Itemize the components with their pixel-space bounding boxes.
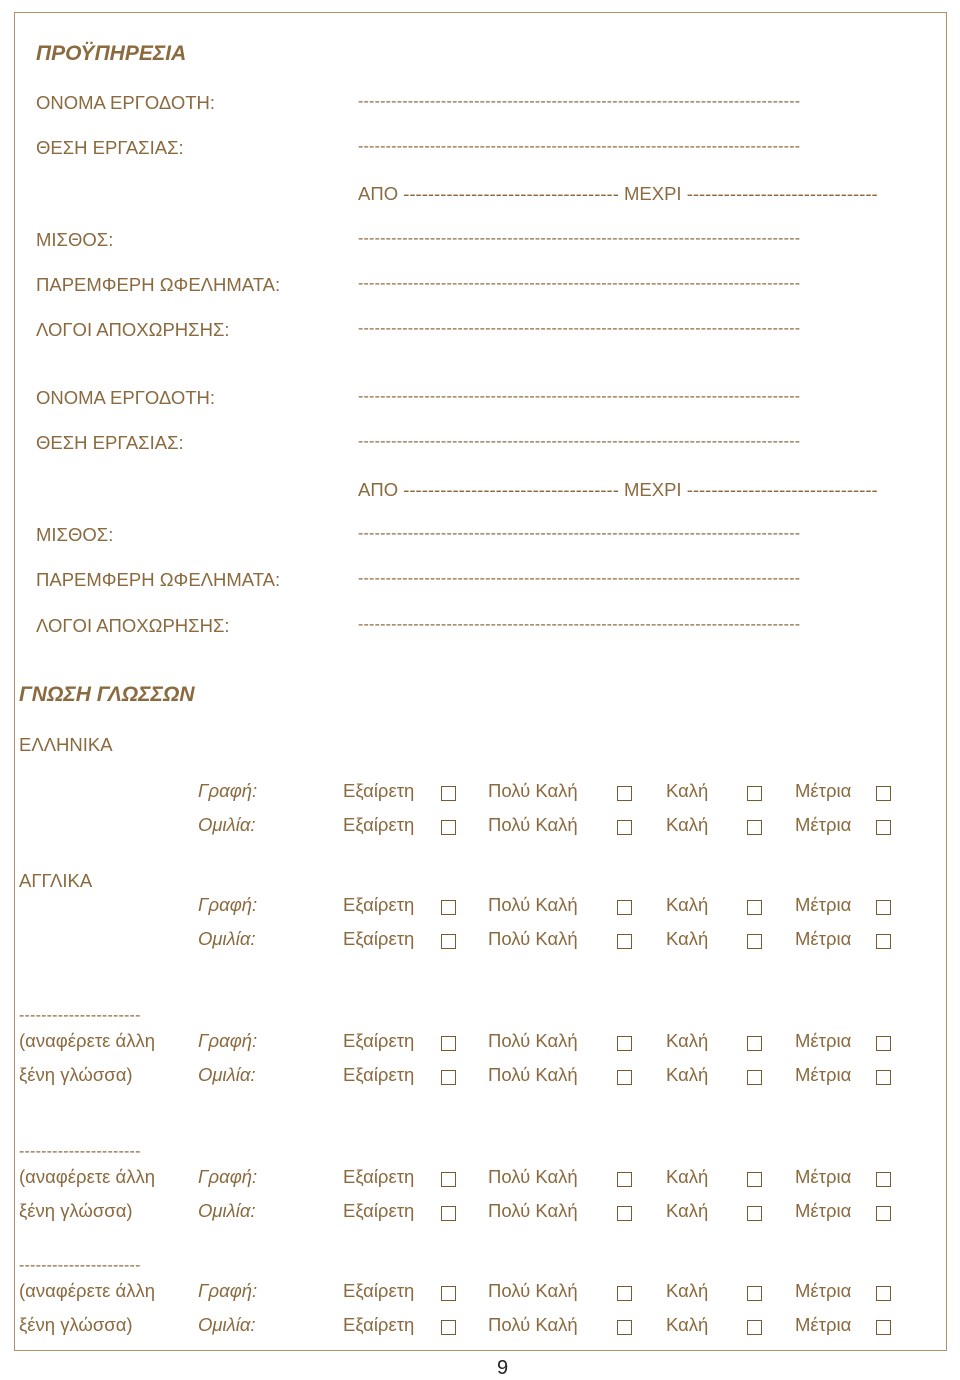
level-checkbox[interactable] — [617, 820, 632, 835]
level-label: Μέτρια — [795, 1314, 852, 1335]
level-label: Μέτρια — [795, 814, 852, 835]
level-label: Εξαίρετη — [343, 1030, 415, 1051]
salary-field[interactable]: -------------------------------------------------------------------------------- — [358, 525, 801, 542]
level-checkbox[interactable] — [876, 934, 891, 949]
benefits-label: ΠΑΡΕΜΦΕΡΗ ΩΦΕΛΗΜΑΤΑ: — [36, 569, 281, 590]
other-language-hint: ξένη γλώσσα) — [19, 1314, 133, 1335]
level-checkbox[interactable] — [747, 1206, 762, 1221]
level-label: Καλή — [666, 894, 709, 915]
writing-label: Γραφή: — [198, 1166, 258, 1187]
other-language-hint: (αναφέρετε άλλη — [19, 1280, 155, 1301]
level-label: Πολύ Καλή — [488, 1280, 578, 1301]
level-label: Καλή — [666, 1166, 709, 1187]
salary-label: ΜΙΣΘΟΣ: — [36, 524, 114, 545]
other-language-hint: (αναφέρετε άλλη — [19, 1166, 155, 1187]
level-label: Πολύ Καλή — [488, 814, 578, 835]
level-checkbox[interactable] — [617, 1206, 632, 1221]
level-checkbox[interactable] — [876, 1286, 891, 1301]
level-checkbox[interactable] — [617, 1036, 632, 1051]
level-label: Πολύ Καλή — [488, 928, 578, 949]
level-checkbox[interactable] — [617, 1286, 632, 1301]
level-checkbox[interactable] — [876, 1320, 891, 1335]
level-label: Εξαίρετη — [343, 1064, 415, 1085]
level-label: Μέτρια — [795, 1166, 852, 1187]
level-checkbox[interactable] — [441, 820, 456, 835]
level-label: Πολύ Καλή — [488, 1166, 578, 1187]
speaking-label: Ομιλία: — [198, 1314, 256, 1335]
level-checkbox[interactable] — [441, 1286, 456, 1301]
level-checkbox[interactable] — [747, 1070, 762, 1085]
speaking-label: Ομιλία: — [198, 928, 256, 949]
level-checkbox[interactable] — [617, 934, 632, 949]
page-number: 9 — [497, 1357, 509, 1379]
level-checkbox[interactable] — [617, 1070, 632, 1085]
level-checkbox[interactable] — [441, 1172, 456, 1187]
level-checkbox[interactable] — [747, 1320, 762, 1335]
level-checkbox[interactable] — [617, 900, 632, 915]
employer-field[interactable]: -------------------------------------------------------------------------------- — [358, 93, 801, 110]
other-language-blank[interactable]: ---------------------- — [19, 1257, 141, 1274]
level-checkbox[interactable] — [876, 786, 891, 801]
level-label: Εξαίρετη — [343, 894, 415, 915]
level-label: Μέτρια — [795, 894, 852, 915]
level-label: Εξαίρετη — [343, 814, 415, 835]
position-label: ΘΕΣΗ ΕΡΓΑΣΙΑΣ: — [36, 137, 184, 158]
level-checkbox[interactable] — [747, 1172, 762, 1187]
level-checkbox[interactable] — [876, 1036, 891, 1051]
from-to-field[interactable]: ΑΠΟ ----------------------------------- ΜΕΧΡΙ ------------------------------- — [358, 183, 878, 204]
level-label: Καλή — [666, 1314, 709, 1335]
page-border — [14, 12, 947, 1351]
level-checkbox[interactable] — [617, 1320, 632, 1335]
level-checkbox[interactable] — [441, 1320, 456, 1335]
level-checkbox[interactable] — [747, 786, 762, 801]
level-checkbox[interactable] — [747, 820, 762, 835]
level-label: Καλή — [666, 1064, 709, 1085]
salary-label: ΜΙΣΘΟΣ: — [36, 229, 114, 250]
level-checkbox[interactable] — [876, 820, 891, 835]
position-field[interactable]: -------------------------------------------------------------------------------- — [358, 433, 801, 450]
level-checkbox[interactable] — [876, 1070, 891, 1085]
level-label: Εξαίρετη — [343, 780, 415, 801]
employer-field[interactable]: -------------------------------------------------------------------------------- — [358, 388, 801, 405]
salary-field[interactable]: -------------------------------------------------------------------------------- — [358, 230, 801, 247]
language-name-greek: ΕΛΛΗΝΙΚΑ — [19, 734, 113, 755]
leave-reason-field[interactable]: -------------------------------------------------------------------------------- — [358, 320, 801, 337]
level-checkbox[interactable] — [441, 1036, 456, 1051]
level-label: Εξαίρετη — [343, 1314, 415, 1335]
level-checkbox[interactable] — [617, 786, 632, 801]
employer-label: ΟΝΟΜΑ ΕΡΓΟΔΟΤΗ: — [36, 387, 216, 408]
speaking-label: Ομιλία: — [198, 1064, 256, 1085]
level-checkbox[interactable] — [747, 1036, 762, 1051]
level-checkbox[interactable] — [441, 1206, 456, 1221]
level-checkbox[interactable] — [747, 934, 762, 949]
level-checkbox[interactable] — [441, 934, 456, 949]
level-label: Πολύ Καλή — [488, 1314, 578, 1335]
writing-label: Γραφή: — [198, 1280, 258, 1301]
benefits-field[interactable]: -------------------------------------------------------------------------------- — [358, 570, 801, 587]
level-label: Καλή — [666, 928, 709, 949]
level-label: Εξαίρετη — [343, 1166, 415, 1187]
level-label: Πολύ Καλή — [488, 780, 578, 801]
speaking-label: Ομιλία: — [198, 1200, 256, 1221]
level-label: Πολύ Καλή — [488, 894, 578, 915]
level-label: Εξαίρετη — [343, 1280, 415, 1301]
from-to-field[interactable]: ΑΠΟ ----------------------------------- ΜΕΧΡΙ ------------------------------- — [358, 479, 878, 500]
leave-reason-field[interactable]: -------------------------------------------------------------------------------- — [358, 616, 801, 633]
position-label: ΘΕΣΗ ΕΡΓΑΣΙΑΣ: — [36, 432, 184, 453]
other-language-hint: ξένη γλώσσα) — [19, 1064, 133, 1085]
employer-label: ΟΝΟΜΑ ΕΡΓΟΔΟΤΗ: — [36, 92, 216, 113]
other-language-blank[interactable]: ---------------------- — [19, 1007, 141, 1024]
level-label: Καλή — [666, 1200, 709, 1221]
level-label: Μέτρια — [795, 1200, 852, 1221]
writing-label: Γραφή: — [198, 1030, 258, 1051]
level-checkbox[interactable] — [441, 1070, 456, 1085]
level-label: Μέτρια — [795, 928, 852, 949]
level-label: Καλή — [666, 780, 709, 801]
position-field[interactable]: -------------------------------------------------------------------------------- — [358, 138, 801, 155]
level-label: Μέτρια — [795, 780, 852, 801]
leave-reason-label: ΛΟΓΟΙ ΑΠΟΧΩΡΗΣΗΣ: — [36, 615, 230, 636]
level-checkbox[interactable] — [441, 786, 456, 801]
leave-reason-label: ΛΟΓΟΙ ΑΠΟΧΩΡΗΣΗΣ: — [36, 319, 230, 340]
level-label: Πολύ Καλή — [488, 1200, 578, 1221]
level-checkbox[interactable] — [617, 1172, 632, 1187]
section-title-experience: ΠΡΟΫΠΗΡΕΣΙΑ — [36, 42, 187, 65]
level-label: Πολύ Καλή — [488, 1030, 578, 1051]
benefits-field[interactable]: -------------------------------------------------------------------------------- — [358, 275, 801, 292]
other-language-blank[interactable]: ---------------------- — [19, 1143, 141, 1160]
language-name-english: ΑΓΓΛΙΚΑ — [19, 870, 93, 891]
level-label: Καλή — [666, 1030, 709, 1051]
section-title-languages: ΓΝΩΣΗ ΓΛΩΣΣΩΝ — [19, 683, 195, 706]
speaking-label: Ομιλία: — [198, 814, 256, 835]
level-label: Καλή — [666, 814, 709, 835]
writing-label: Γραφή: — [198, 894, 258, 915]
benefits-label: ΠΑΡΕΜΦΕΡΗ ΩΦΕΛΗΜΑΤΑ: — [36, 274, 281, 295]
level-checkbox[interactable] — [747, 900, 762, 915]
level-label: Μέτρια — [795, 1064, 852, 1085]
level-checkbox[interactable] — [747, 1286, 762, 1301]
level-label: Καλή — [666, 1280, 709, 1301]
level-checkbox[interactable] — [876, 1172, 891, 1187]
level-label: Μέτρια — [795, 1030, 852, 1051]
level-label: Εξαίρετη — [343, 1200, 415, 1221]
other-language-hint: (αναφέρετε άλλη — [19, 1030, 155, 1051]
writing-label: Γραφή: — [198, 780, 258, 801]
level-label: Μέτρια — [795, 1280, 852, 1301]
other-language-hint: ξένη γλώσσα) — [19, 1200, 133, 1221]
level-checkbox[interactable] — [876, 1206, 891, 1221]
level-checkbox[interactable] — [441, 900, 456, 915]
level-checkbox[interactable] — [876, 900, 891, 915]
level-label: Πολύ Καλή — [488, 1064, 578, 1085]
level-label: Εξαίρετη — [343, 928, 415, 949]
